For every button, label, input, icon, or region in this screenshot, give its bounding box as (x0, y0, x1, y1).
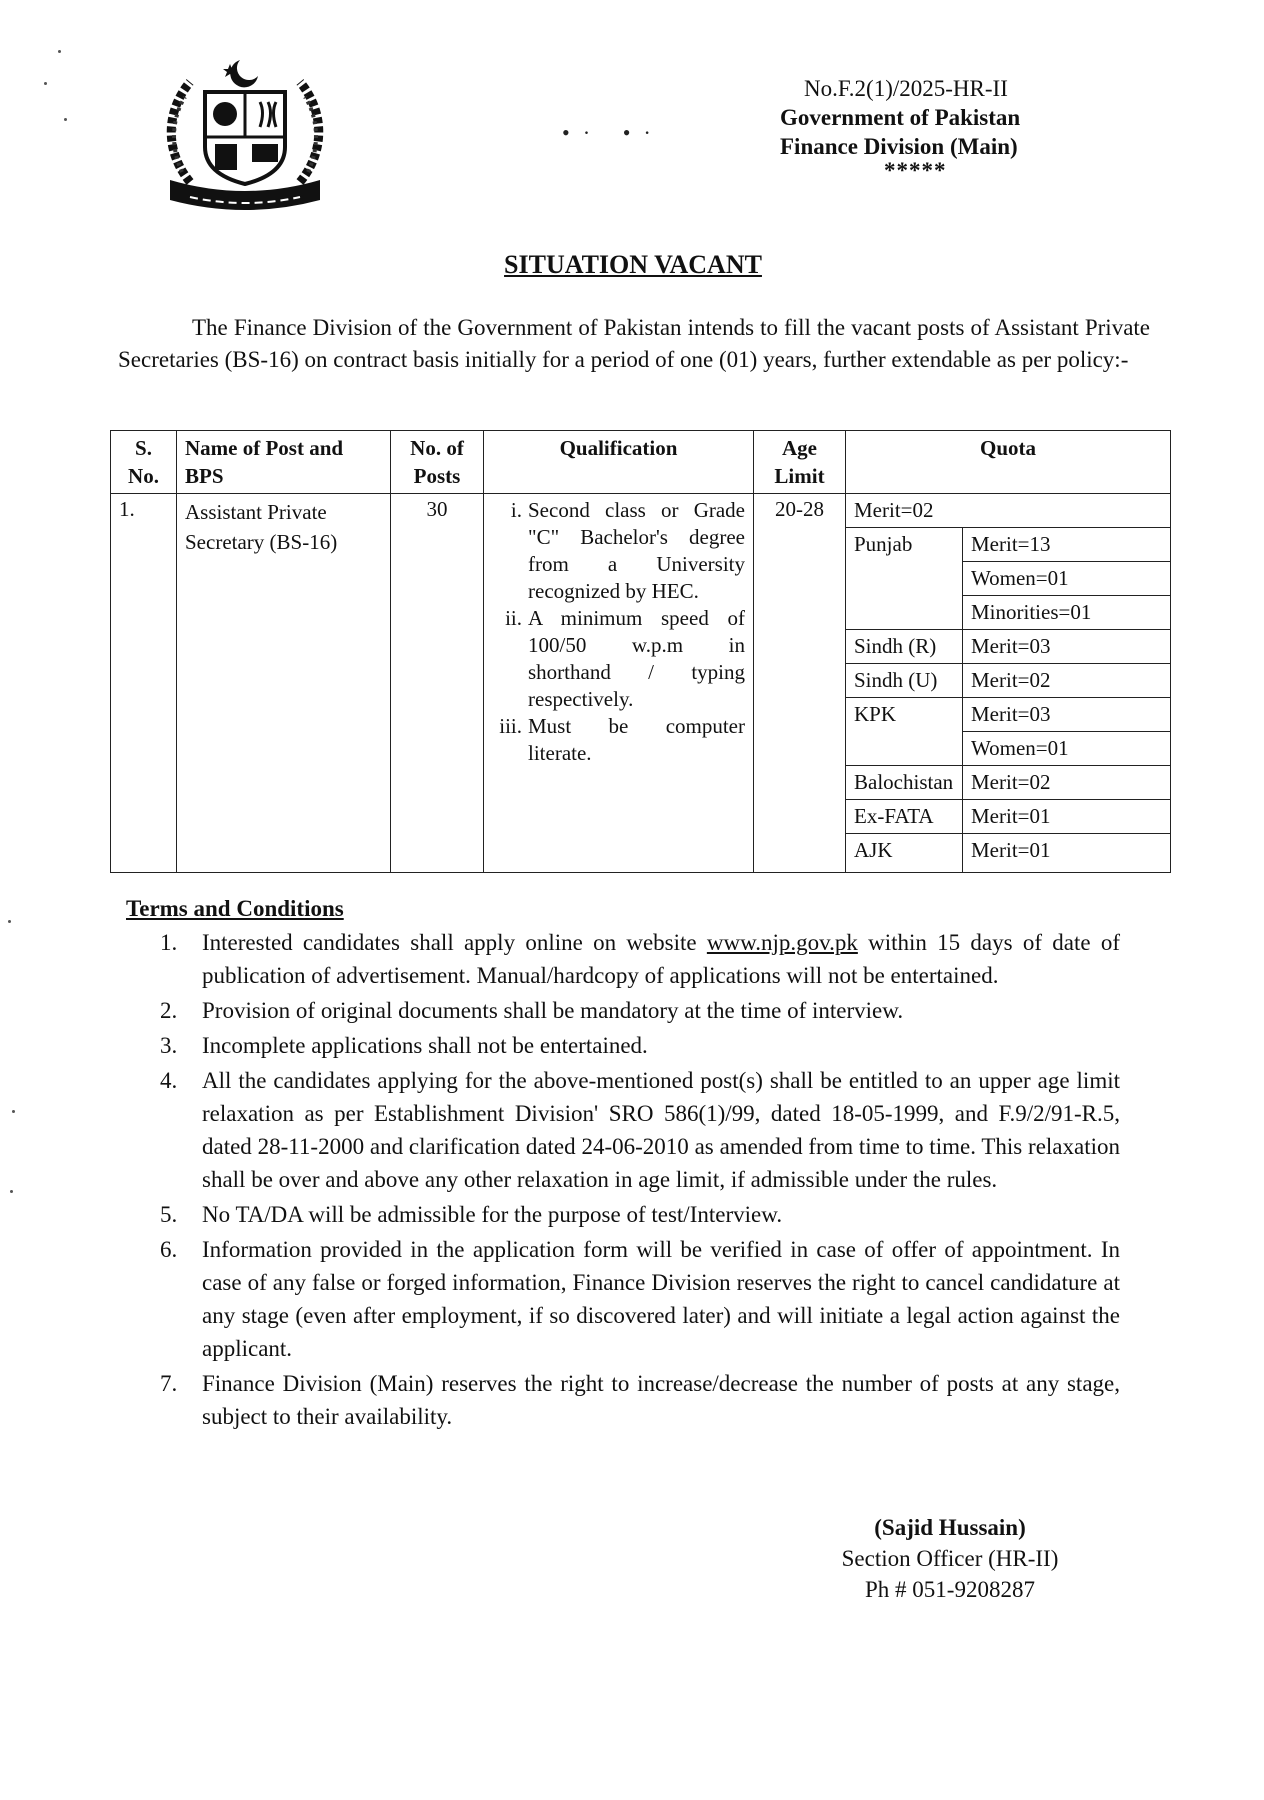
quota-value: Merit=03 (963, 698, 1171, 732)
scan-marks: •∙ •∙ (562, 120, 664, 145)
quota-region: Sindh (U) (846, 664, 963, 698)
scan-speck (58, 50, 61, 53)
table-header-row (111, 431, 1171, 494)
list-item: 2. Provision of original documents shall be mandatory at the time of interview. (160, 998, 904, 1023)
signatory-phone: Ph # 051-9208287 (865, 1577, 1035, 1602)
quota-value: Merit=01 (963, 800, 1171, 834)
government-emblem (160, 52, 330, 222)
terms-list (160, 926, 1120, 1435)
quota-region: Sindh (R) (846, 630, 963, 664)
vacancy-table (110, 430, 1171, 873)
quota-region (846, 596, 963, 630)
qualification-list (492, 497, 745, 767)
quota-value: Minorities=01 (963, 596, 1171, 630)
list-item: 4. All the candidates applying for the above-mentioned post(s) shall be entitled to an upper age limit relaxation as per Establishment Division' SRO 586(1)/99, dated 18-05-1999, and F.9/2/91-R.5, dated 28-11-2000 and clarification dated 24-06-2010 as amended from time to time. This relaxation shall be over and above any other relaxation in age limit, if admissible under the rules. (160, 1068, 1120, 1192)
list-item: 1. Interested candidates shall apply online on website www.njp.gov.pk within 15 days of date of publication of advertisement. Manual/hardcopy of applications will not be entertained. (160, 930, 1120, 988)
njp-website-link[interactable]: www.njp.gov.pk (706, 930, 858, 955)
quota-merit: Merit=02 (846, 494, 1170, 528)
page-title: SITUATION VACANT (504, 250, 762, 279)
cell-sno: 1. (111, 494, 177, 873)
qualification-item: iii. Must be computer literate. (499, 714, 745, 765)
reference-block (780, 74, 1080, 181)
quota-value: Merit=02 (963, 766, 1171, 800)
cell-age: 20-28 (754, 494, 846, 873)
signatory-name: (Sajid Hussain) (874, 1515, 1026, 1540)
cell-quota (846, 494, 1171, 873)
scan-speck (8, 920, 11, 923)
header-posts: No. of Posts (391, 431, 484, 494)
scan-speck (64, 118, 67, 121)
header-age: Age Limit (754, 431, 846, 494)
quota-region (846, 562, 963, 596)
qualification-item: ii. A minimum speed of 100/50 w.p.m in shorthand / typing respectively. (505, 606, 745, 711)
quota-region: Punjab (846, 528, 963, 562)
signatory-designation: Section Officer (HR-II) (841, 1546, 1059, 1571)
quota-region (846, 732, 963, 766)
cell-post: Assistant Private Secretary (BS-16) (177, 494, 391, 873)
list-item: 5. No TA/DA will be admissible for the purpose of test/Interview. (160, 1202, 783, 1227)
quota-value: Merit=03 (963, 630, 1171, 664)
terms-heading: Terms and Conditions (126, 896, 344, 921)
header-qualification: Qualification (484, 431, 754, 494)
quota-region: Balochistan (846, 766, 963, 800)
list-item: 3. Incomplete applications shall not be entertained. (160, 1033, 648, 1058)
signature-block (800, 1512, 1100, 1605)
header-post: Name of Post and BPS (177, 431, 391, 494)
organization-name: Government of Pakistan (780, 105, 1021, 130)
quota-value: Merit=01 (963, 834, 1171, 873)
quota-value: Merit=02 (963, 664, 1171, 698)
header-quota: Quota (846, 431, 1171, 494)
list-item: 6. Information provided in the application form will be verified in case of offer of appointment. In case of any false or forged information, Finance Division reserves the right to cancel candidature at any stage (even after employment, if so discovered later) and will initiate a legal action against the applicant. (160, 1237, 1120, 1361)
division-name: Finance Division (Main) (780, 134, 1018, 159)
quota-region: KPK (846, 698, 963, 732)
cell-posts: 30 (391, 494, 484, 873)
cell-qualification (484, 494, 754, 873)
reference-number: No.F.2(1)/2025-HR-II (804, 76, 1008, 101)
stars-divider: ***** (884, 158, 947, 183)
scan-speck (12, 1110, 15, 1113)
table-row (111, 494, 1171, 873)
quota-value: Women=01 (963, 562, 1171, 596)
quota-table (846, 494, 1170, 872)
quota-region: Ex-FATA (846, 800, 963, 834)
list-item: 7. Finance Division (Main) reserves the right to increase/decrease the number of posts at any stage, subject to their availability. (160, 1371, 1120, 1429)
header-sno: S. No. (111, 431, 177, 494)
scan-speck (10, 1190, 13, 1193)
quota-value: Merit=13 (963, 528, 1171, 562)
quota-value: Women=01 (963, 732, 1171, 766)
scan-speck (44, 82, 47, 85)
intro-paragraph: The Finance Division of the Government of Pakistan intends to fill the vacant posts of Assistant Private Secretaries (BS-16) on contract basis initially for a period of one (01) years, further extendable as per policy:- (118, 315, 1150, 372)
quota-region: AJK (846, 834, 963, 873)
qualification-item: i. Second class or Grade "C" Bachelor's degree from a University recognized by HEC. (510, 498, 745, 603)
